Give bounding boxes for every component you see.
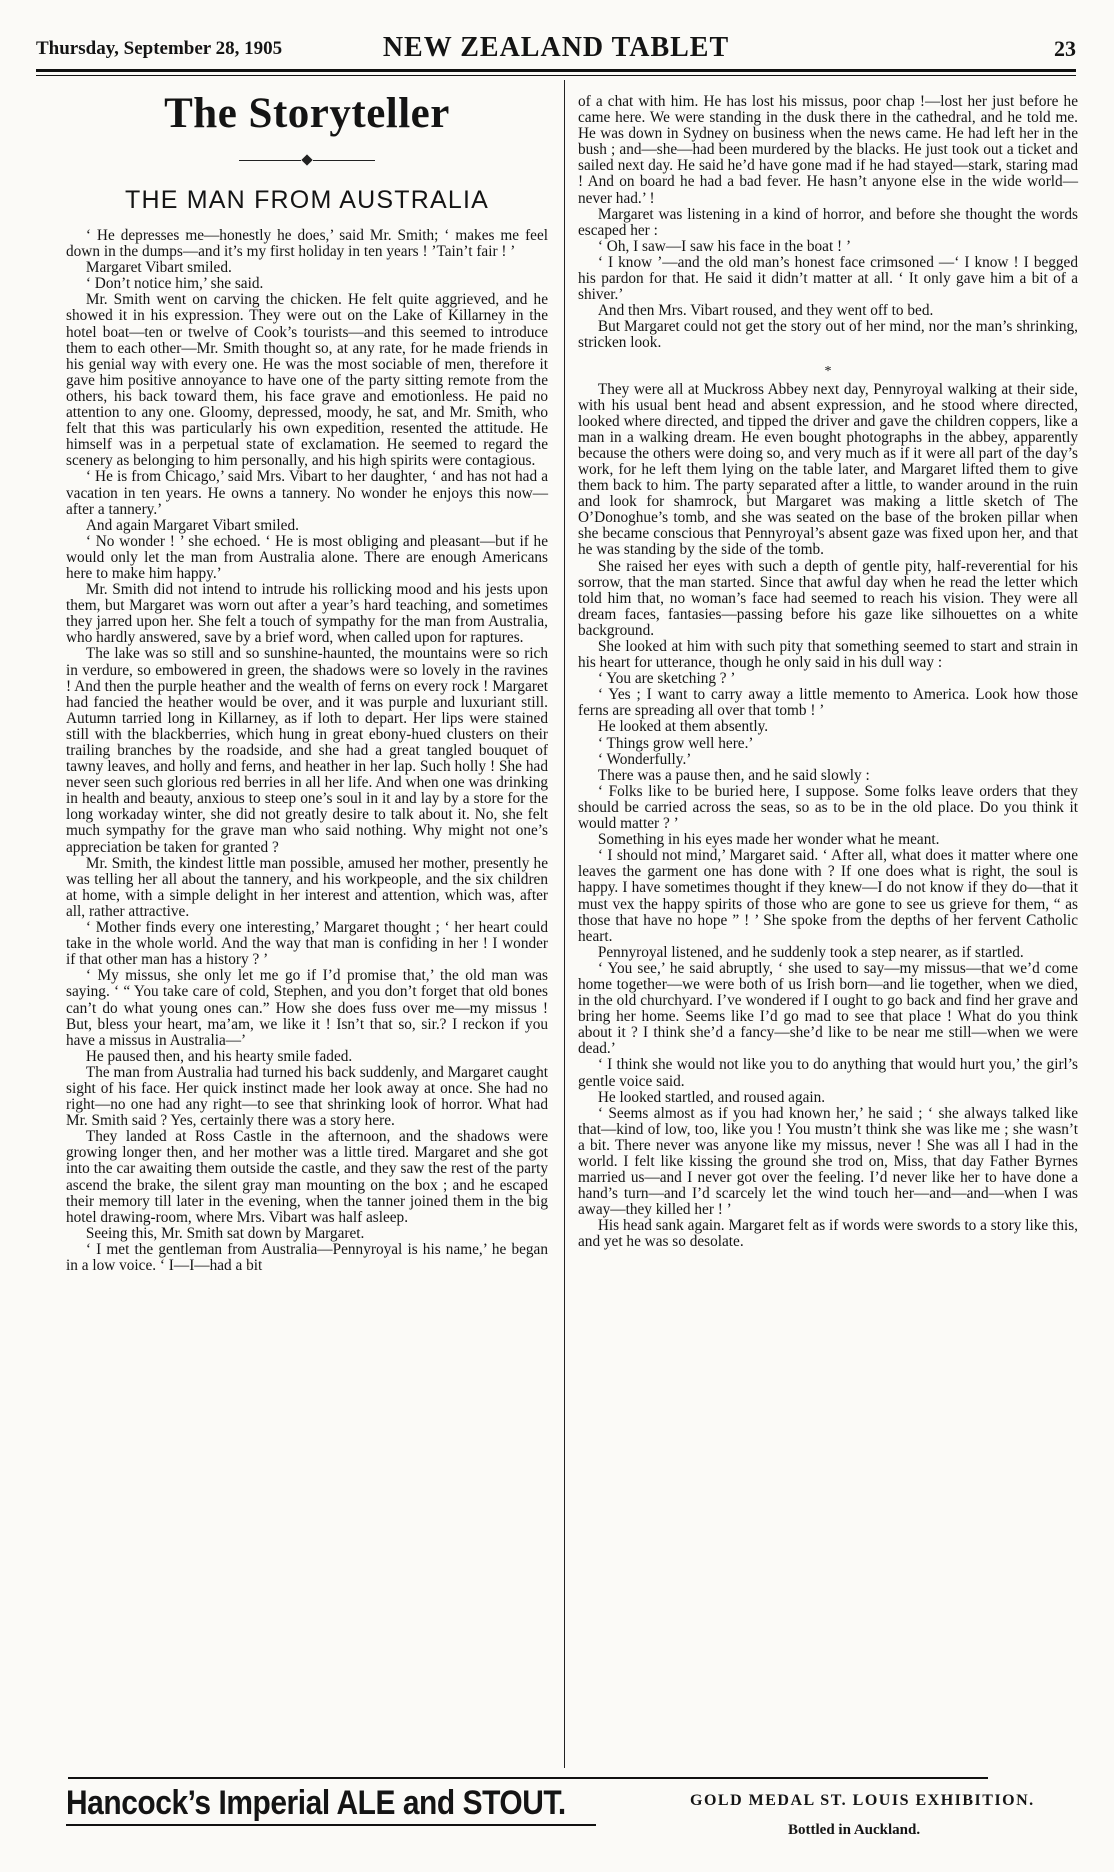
paragraph: ‘ Folks like to be buried here, I suppose. Some folks leave orders that they should be carried across the seas, so as to be in the old place. Do you think it would matter ? ’ — [578, 782, 1078, 833]
paragraph: ‘ You see,’ he said abruptly, ‘ she used to say—my missus—that we’d come home together—we were both of us Irish born—and lie together, when we died, in the old churchyard. I’ve wondered if I ought to go back and find her grave and bring her home. Seems like I’d go mad to see that place ! What do you think about it ? I think she’d a fancy—she’d like to be near me still—when we were dead.’ — [578, 959, 1078, 1058]
column-divider — [564, 80, 565, 1768]
story-header — [66, 86, 548, 214]
paragraph: They were all at Muckross Abbey next day, Pennyroyal walking at their side, with his usual bent head and absent expression, and he stood where directed, looked where directed, and tipped the driver and gave the children coppers, like a man in a walking dream. He even bought photographs in the abbey, apparently because the others were doing so, and very much as if it were all part of the day’s work, for he left them lying on the table later, and Margaret lifted them to give them back to him. The party separated after a little, to wander around in the ruin and look for shamrock, but Margaret was making a little sketch of The O’Donoghue’s tomb, and she was seated on the base of the broken pillar when she became conscious that Pennyroyal’s absent gaze was fixed upon her, and that he was standing by the side of the tomb. — [578, 380, 1078, 559]
right-column-body-part1 — [578, 94, 1078, 352]
right-column — [578, 94, 1078, 1251]
paragraph: Mr. Smith did not intend to intrude his rollicking mood and his jests upon them, but Margaret was worn out after a year’s hard teaching, and sometimes they jarred upon her. She felt a touch of sympathy for the man from Australia, who hardly answered, save by a brief word, when called upon for raptures. — [66, 581, 548, 647]
story-title: THE MAN FROM AUSTRALIA — [125, 186, 489, 214]
paragraph: ‘ Oh, I saw—I saw his face in the boat ! ’ — [597, 237, 852, 255]
paragraph: She raised her eyes with such a depth of gentle pity, half-reverential for his sorrow, that the man started. Since that awful day when he read the letter which told him that, no woman’s face had seemed to reach his vision. They were all dream faces, fantasies—passing before his gaze like silhouettes on a white background. — [578, 557, 1078, 639]
paragraph: The man from Australia had turned his back suddenly, and Margaret caught sight of his face. Her quick instinct made her look away at once. She had no right—no one had any right—to see that shrinking look of horror. What had Mr. Smith said ? Yes, certainly there was a story here. — [66, 1063, 548, 1130]
ad-headline: Hancock’s Imperial ALE and STOUT. — [66, 1784, 566, 1822]
paragraph: Margaret Vibart smiled. — [85, 259, 232, 277]
paragraph: ‘ Mother finds every one interesting,’ Margaret thought ; ‘ her heart could take in the whole world. And the way that man is confiding in her ! I wonder if that other man has a history ? ’ — [66, 919, 548, 969]
paragraph: Margaret was listening in a kind of horror, and before she thought the words escaped her : — [578, 205, 1078, 239]
paragraph: But Margaret could not get the story out of her mind, nor the man’s shrinking, stricken look. — [578, 318, 1078, 352]
paragraph: They landed at Ross Castle in the afternoon, and the shadows were growing longer then, and her mother was a little tired. Margaret and she got into the car awaiting them outside the castle, and they saw the rest of the party ascend the brake, the silent gray man mounting on the box ; and he escaped their memory till later in the evening, when the tanner joined them in the big hotel drawing-room, where Mrs. Vibart was half asleep. — [66, 1128, 548, 1226]
paragraph: There was a pause then, and he said slowly : — [597, 766, 870, 784]
paragraph: ‘ Yes ; I want to carry away a little memento to America. Look how those ferns are spreading all over that tomb ! ’ — [578, 686, 1078, 720]
ad-underline — [66, 1824, 596, 1826]
paragraph: ‘ Wonderfully.’ — [597, 750, 692, 768]
masthead-rule-thin — [36, 75, 1076, 76]
left-column — [66, 86, 548, 1274]
paragraph: ‘ I know ’—and the old man’s honest face crimsoned —‘ I know ! I begged his pardon for that. He said it didn’t matter at all. ‘ It only gave him a bit of a shiver.’ — [578, 253, 1078, 304]
paragraph: ‘ You are sketching ? ’ — [597, 670, 736, 688]
title-ornament — [66, 156, 548, 164]
footer-rule — [68, 1777, 988, 1779]
paragraph: ‘ Things grow well here.’ — [597, 734, 754, 752]
paragraph: The lake was so still and so sunshine-haunted, the mountains were so rich in verdure, so embowered in green, the shadows were so lovely in the ravines ! And then the purple heather and the wealth of ferns on every rock ! Margaret had fancied the heather would be over, and it was purple and luxuriant still. Autumn tarried long in Killarney, as if loth to depart. Her lips were stained still with the blackberries, which hung in great ebony-hued clusters on their trailing branches by the roadside, and she had a great tangled bouquet of tawny leaves, and holly and ferns, and heather in her lap. Such holly ! She had never seen such glorious red berries in all her life. And when one was drinking in health and beauty, anxious to steep one’s soul in it and lay by a store for the long workaday winter, she did not greatly desire to talk about it. No, she felt much sympathy for the grave man who said nothing. Why might not one’s appreciation be taken for granted ? — [66, 645, 548, 856]
issue-date: Thursday, September 28, 1905 — [36, 38, 283, 59]
paragraph: Mr. Smith went on carving the chicken. He felt quite aggrieved, and he showed it in his expression. They were out on the Lake of Killarney in the hotel boat—ten or twelve of Cook’s tourists—and this seemed to introduce them to each other—Mr. Smith thought so, at any rate, for he made friends in his genial way with every one. He was the most sociable of men, therefore it gave him positive annoyance to have one of the party sitting remote from the others, his back toward them, his face grave and emotionless. He paid no attention to any one. Gloomy, depressed, moody, he sat, and Mr. Smith, who felt that this was particularly his own expedition, resented the attitude. He himself was in a perpetual state of exclamation. He seemed to regard the scenery as belonging to him personally, and his high spirits were contagious. — [66, 291, 548, 470]
paragraph: ‘ No wonder ! ’ she echoed. ‘ He is most obliging and pleasant—but if he would only let the man from Australia alone. There are enough Americans here to make him happy.’ — [66, 532, 548, 582]
ad-bottling: Bottled in Auckland. — [788, 1822, 921, 1838]
paragraph: ‘ My missus, she only let me go if I’d promise that,’ the old man was saying. ‘ “ You take care of cold, Stephen, and you don’t forget that old bones can’t do what young ones can.” How she does fuss over me—my missus ! But, bless your heart, ma’am, we like it ! Isn’t that so, sir.? I reckon if you have a missus in Australia—’ — [66, 967, 548, 1049]
page-number: 23 — [1054, 36, 1076, 61]
left-column-body — [66, 228, 548, 1274]
paragraph: Pennyroyal listened, and he suddenly took a step nearer, as if startled. — [597, 943, 1024, 961]
paragraph: ‘ I should not mind,’ Margaret said. ‘ After all, what does it matter where one leaves the garment one has done with ? If one does what is right, the soul is happy. I have sometimes thought if they knew—I do not know if they do—that it must vex the happy spirits of those who are gone to see us grieve for them, “ as those that have no hope ” ! ’ She spoke from the depths of her fervent Catholic heart. — [578, 847, 1078, 945]
ad-award: GOLD MEDAL ST. LOUIS EXHIBITION. — [690, 1792, 1035, 1809]
paragraph: ‘ Don’t notice him,’ she said. — [85, 275, 264, 293]
paragraph: He paused then, and his hearty smile faded. — [85, 1047, 353, 1065]
paragraph: He looked startled, and roused again. — [597, 1088, 826, 1106]
masthead-rule-thick — [36, 69, 1076, 72]
masthead — [36, 28, 1076, 68]
right-column-body-part2 — [578, 382, 1078, 1251]
paragraph: of a chat with him. He has lost his missus, poor chap !—lost her just before he came here. We were standing in the dusk there in the cathedral, and he told me. He was down in Sydney on business when the news came. He had left her in the bush ; and—she—had been murdered by the blacks. He just took out a ticket and sailed next day. He said he’d have gone mad if he had stayed—stark, staring mad ! And on board he had a bad fever. He hasn’t anyone else in the wide world—never had.’ ! — [578, 93, 1078, 207]
paragraph: Something in his eyes made her wonder what he meant. — [597, 831, 940, 849]
paragraph: ‘ Seems almost as if you had known her,’ he said ; ‘ she always talked like that—kind of low, too, like you ! You mustn’t think she was like me ; she wasn’t a bit. There never was anyone like my missus, never ! She was all I had in the world. I felt like kissing the ground she trod on, Miss, that day Father Byrnes married us—and I never got over the feeling. I’d never like her to have done a hand’s turn—and I’d scarcely let the wind touch her—and—and—when I was away—they killed her ! ’ — [578, 1104, 1078, 1219]
paragraph: Seeing this, Mr. Smith sat down by Margaret. — [85, 1224, 365, 1242]
paragraph: She looked at him with such pity that something seemed to start and strain in his heart for utterance, though he only said in his dull way : — [578, 638, 1078, 672]
paragraph: ‘ He depresses me—honestly he does,’ said Mr. Smith; ‘ makes me feel down in the dumps—and it’s my first holiday in ten years ! ’Tain’t fair ! ’ — [66, 227, 548, 261]
paragraph: ‘ He is from Chicago,’ said Mrs. Vibart to her daughter, ‘ and has not had a vacation in ten years. He owns a tannery. No wonder he enjoys this now—after a tannery.’ — [66, 468, 548, 518]
section-separator: * — [824, 363, 832, 379]
paragraph: His head sank again. Margaret felt as if words were swords to a story like this, and yet he was so desolate. — [578, 1217, 1078, 1251]
paragraph: And again Margaret Vibart smiled. — [85, 516, 299, 534]
paragraph: ‘ I met the gentleman from Australia—Pennyroyal is his name,’ he began in a low voice. ‘ I—I—had a bit — [66, 1240, 548, 1274]
paragraph: He looked at them absently. — [597, 718, 769, 736]
newspaper-title: NEW ZEALAND TABLET — [382, 32, 730, 63]
paragraph: ‘ I think she would not like you to do anything that would hurt you,’ the girl’s gentle voice said. — [578, 1056, 1078, 1090]
paragraph: Mr. Smith, the kindest little man possible, amused her mother, presently he was telling her all about the tannery, and his workpeople, and the six children at home, with a simple delight in her interest and attention, which was, after all, rather attractive. — [66, 854, 548, 920]
paragraph: And then Mrs. Vibart roused, and they went off to bed. — [597, 302, 934, 320]
section-title: The Storyteller — [164, 90, 450, 137]
